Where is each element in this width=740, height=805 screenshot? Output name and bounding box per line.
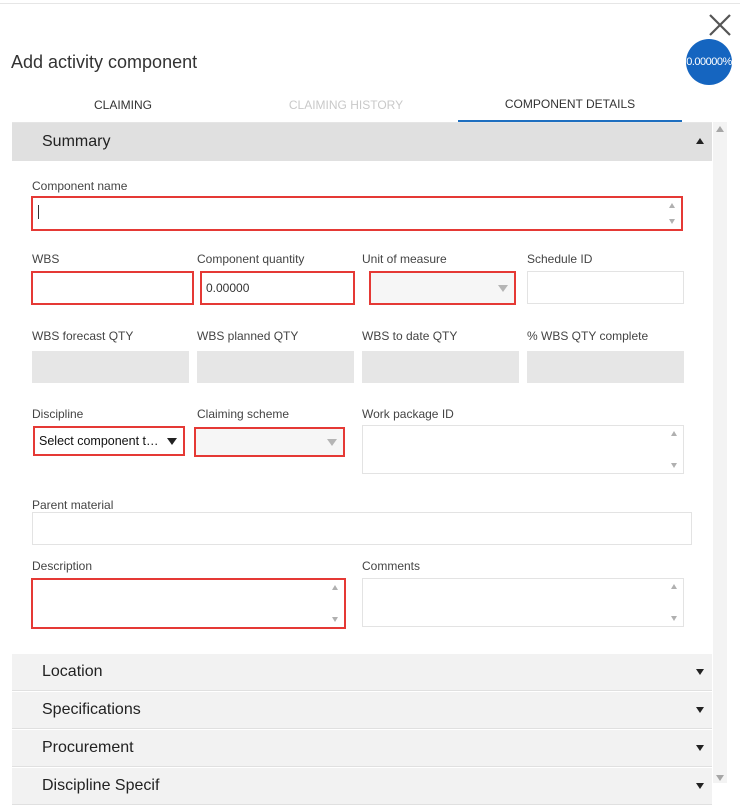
wbs-qty-complete-field xyxy=(527,351,684,383)
work-package-id-input[interactable] xyxy=(362,425,684,474)
scroll-up-icon[interactable] xyxy=(716,126,724,132)
schedule-id-input[interactable] xyxy=(527,271,684,304)
wbs-planned-qty-label: WBS planned QTY xyxy=(197,329,299,343)
dialog-title: Add activity component xyxy=(11,52,198,72)
scroll-down-icon[interactable] xyxy=(716,775,724,781)
unit-of-measure-select[interactable] xyxy=(369,271,516,305)
comments-label: Comments xyxy=(362,559,421,573)
collapse-caret-icon xyxy=(696,138,704,144)
dropdown-arrow-icon xyxy=(498,285,508,292)
section-specifications-title: Specifications xyxy=(42,701,141,718)
tab-claiming-history: CLAIMING HISTORY xyxy=(288,98,404,112)
section-summary-title: Summary xyxy=(42,132,111,150)
text-cursor xyxy=(38,205,39,219)
schedule-id-label: Schedule ID xyxy=(527,252,593,266)
expand-caret-icon xyxy=(696,669,704,675)
wbs-planned-qty-field xyxy=(197,351,354,383)
description-textarea[interactable] xyxy=(31,578,346,629)
parent-material-label: Parent material xyxy=(32,498,114,512)
component-quantity-input[interactable]: 0.00000 xyxy=(200,271,355,305)
wbs-input[interactable] xyxy=(31,271,194,305)
tab-component-details[interactable]: COMPONENT DETAILS xyxy=(458,88,682,122)
discipline-select[interactable]: Select component t… xyxy=(33,426,185,456)
scroll-arrows-icon xyxy=(670,429,679,470)
top-divider xyxy=(0,3,740,4)
details-panel xyxy=(12,122,712,794)
dropdown-arrow-icon xyxy=(167,438,177,445)
wbs-forecast-qty-field xyxy=(32,351,189,383)
claiming-scheme-select[interactable] xyxy=(194,427,345,457)
section-procurement-header[interactable] xyxy=(12,730,712,767)
panel-scrollbar[interactable] xyxy=(713,122,727,783)
component-name-input[interactable] xyxy=(31,196,683,231)
expand-caret-icon xyxy=(696,745,704,751)
component-quantity-label: Component quantity xyxy=(197,252,305,266)
wbs-to-date-qty-label: WBS to date QTY xyxy=(362,329,458,343)
scroll-arrows-icon xyxy=(670,582,679,623)
tab-claiming[interactable]: CLAIMING xyxy=(93,98,152,112)
tab-bar xyxy=(12,88,712,122)
parent-material-input[interactable] xyxy=(32,512,692,545)
work-package-id-label: Work package ID xyxy=(362,407,454,421)
unit-of-measure-label: Unit of measure xyxy=(362,252,447,266)
component-name-label: Component name xyxy=(32,179,128,193)
wbs-forecast-qty-label: WBS forecast QTY xyxy=(32,329,134,343)
comments-textarea[interactable] xyxy=(362,578,684,627)
dropdown-arrow-icon xyxy=(327,439,337,446)
section-specifications-header[interactable] xyxy=(12,692,712,729)
wbs-to-date-qty-field xyxy=(362,351,519,383)
discipline-label: Discipline xyxy=(32,407,84,421)
section-summary-header[interactable] xyxy=(12,123,712,161)
progress-badge: 0.00000% xyxy=(686,39,732,85)
section-location-title: Location xyxy=(42,663,103,680)
description-label: Description xyxy=(32,559,93,573)
section-location-header[interactable] xyxy=(12,654,712,691)
scroll-arrows-icon xyxy=(331,583,340,624)
section-discipline-specific-title: Discipline Specif xyxy=(42,777,160,794)
scroll-arrows-icon xyxy=(668,201,677,226)
claiming-scheme-label: Claiming scheme xyxy=(197,407,290,421)
close-icon[interactable] xyxy=(707,12,733,38)
section-procurement-title: Procurement xyxy=(42,739,134,756)
expand-caret-icon xyxy=(696,783,704,789)
wbs-qty-complete-label: % WBS QTY complete xyxy=(527,329,649,343)
expand-caret-icon xyxy=(696,707,704,713)
section-discipline-specific-header[interactable] xyxy=(12,768,712,805)
wbs-label: WBS xyxy=(32,252,60,266)
